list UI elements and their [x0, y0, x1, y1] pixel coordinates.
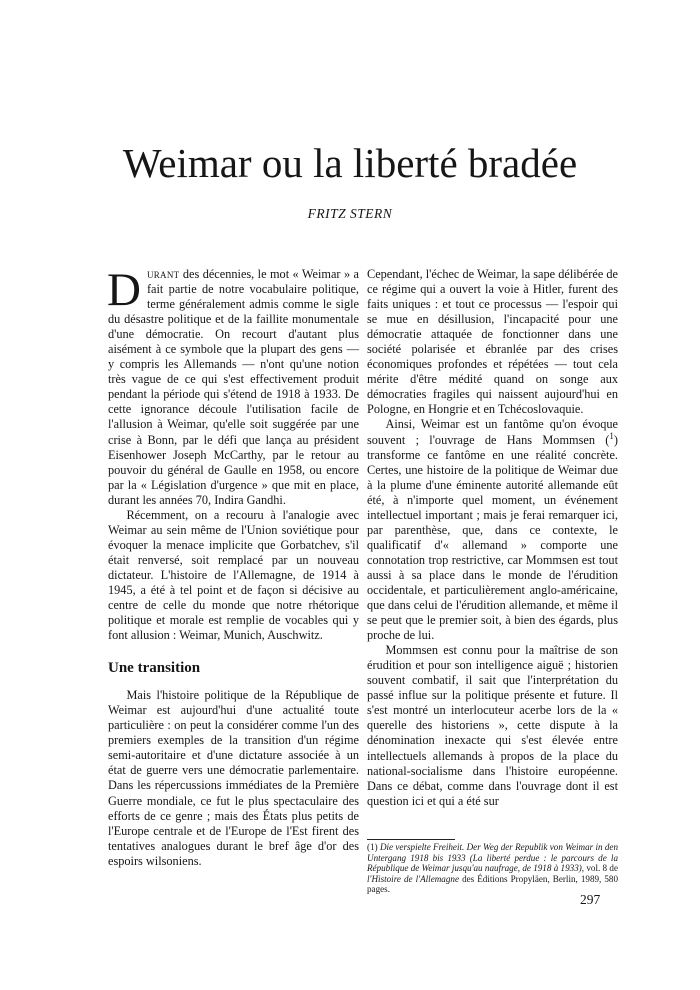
- article-author: FRITZ STERN: [307, 206, 393, 221]
- page-number: 297: [580, 892, 601, 907]
- paragraph-5: [367, 417, 618, 643]
- footnote-vol: vol. 8 de: [586, 863, 618, 874]
- paragraph-4: Cependant, l'échec de Weimar, la sape délibérée de ce régime qui a ouvert la voie à Hitler, furent des faits uniques : et tout ce processus — l'espoir qui se mue en désillusion, l'incapacité pour une démocratie attaquée de fonctionner dans une société polarisée et ébranlée par des crises économiques profondes et répétées — tout cela mérite d'être médité quand on songe aux démocraties fragiles qui naissent aujourd'hui en Pologne, en Hongrie et en Tchécoslovaquie.: [367, 267, 618, 417]
- paragraph-3: Mais l'histoire politique de la République de Weimar est aujourd'hui d'une actualité toute particulière : on peut la considérer comme l'un des premiers exemples de la transition d'un régime semi-autoritaire et d'une dictature associée à un état de guerre vers une démocratie parlementaire. Dans les répercussions immédiates de la Première Guerre mondiale, ce fut le plus spectaculaire des efforts de ce genre ; mais des États plus petits de l'Europe centrale et de l'Europe de l'Est firent des tentatives analogues durant le bref âge d'or des espoirs wilsoniens.: [108, 688, 359, 868]
- paragraph-1: [107, 264, 359, 508]
- footnote-title: Die verspielte Freiheit. Der Weg der Republik von Weimar in den Untergang 1918 bis 1933 (La liberté perdue : le parcours de la République de Weimar jusqu'au naufrage, de 1918 à 1933),: [367, 842, 619, 874]
- footnote-divider: [367, 839, 455, 840]
- paragraph-2: Récemment, on a recouru à l'analogie avec Weimar au sein même de l'Union soviétique pour évoquer la menace implicite que Gorbatchev, s'il était renversé, soit remplacé par un nouveau dictateur. L'histoire de l'Allemagne, de 1914 à 1945, a été à tel point et de façon si décisive au centre de celle du monde que notre rhétorique politique et morale est remplie de vocables qui y font allusion : Weimar, Munich, Auschwitz.: [108, 507, 359, 643]
- footnote: [367, 842, 618, 895]
- footnote-series: l'Histoire de l'Allemagne: [367, 873, 459, 884]
- footnote-publisher: des Éditions Propyläen, Berlin, 1989, 580 pages.: [367, 873, 619, 895]
- footnote-ref[interactable]: 1: [609, 430, 614, 441]
- paragraph-5-start: Ainsi, Weimar est un fantôme qu'on évoque souvent ; l'ouvrage de Hans Mommsen (: [367, 417, 618, 447]
- paragraph-5-end: ) transforme ce fantôme en une réalité concrète. Certes, une histoire de la politique de Weimar due à la plume d'une éminente autorité allemande eût été, à n'importe quel moment, un événement intellectuel important ; mais je ferai remarquer ici, par parenthèse, que, dans ce contexte, le qualificatif d'« allemand » comporte une connotation trop restrictive, car Mommsen est tout aussi à sa place dans le monde de l'érudition occidentale, et particulièrement anglo-américaine, que dans celui de l'érudition allemande, et même il se peut que le premier soit, à bien des égards, plus proche de lui.: [367, 432, 618, 643]
- lead-smallcaps: urant: [146, 267, 180, 281]
- column-left: [107, 264, 359, 869]
- footnote-number: (1): [367, 842, 378, 852]
- paragraph-6: Mommsen est connu pour la maîtrise de son érudition et pour son intelligence aiguë ; historien souvent combatif, il sait que l'interprétation du passé influe sur la politique présente et future. Il s'est montré un interlocuteur acerbe lors de la « querelle des historiens », cette dispute à la dénomination inexacte qui s'est élevée entre intellectuels allemands à propos de la place du national-socialisme dans l'histoire européenne. Dans ce débat, comme dans l'ouvrage dont il est question ici et qui a été sur: [367, 643, 618, 808]
- column-right: [367, 267, 618, 809]
- section-heading: Une transition: [108, 660, 201, 677]
- article-title: Weimar ou la liberté bradée: [122, 140, 578, 186]
- paragraph-1-text: des décennies, le mot « Weimar » a fait partie de notre vocabulaire politique, terme généralement admis comme le sigle du désastre politique et de la faillite monumentale d'une démocratie. On recourt d'autant plus aisément à ce symbole que la plupart des gens — y compris les Allemands — n'ont qu'une notion très vague de ce qui s'est effectivement produit pendant la période qui s'étend de 1918 à 1933. De cette ignorance découle l'utilisation facile de l'allusion à Weimar, qu'elle soit suggérée par une crise à Bonn, par le défi que lança au président Eisenhower Joseph McCarthy, par le retour au pouvoir du général de Gaulle en 1958, ou encore par la « Législation d'urgence » que mit en place, durant les années 70, Indira Gandhi.: [108, 267, 359, 507]
- drop-cap: D: [107, 264, 141, 316]
